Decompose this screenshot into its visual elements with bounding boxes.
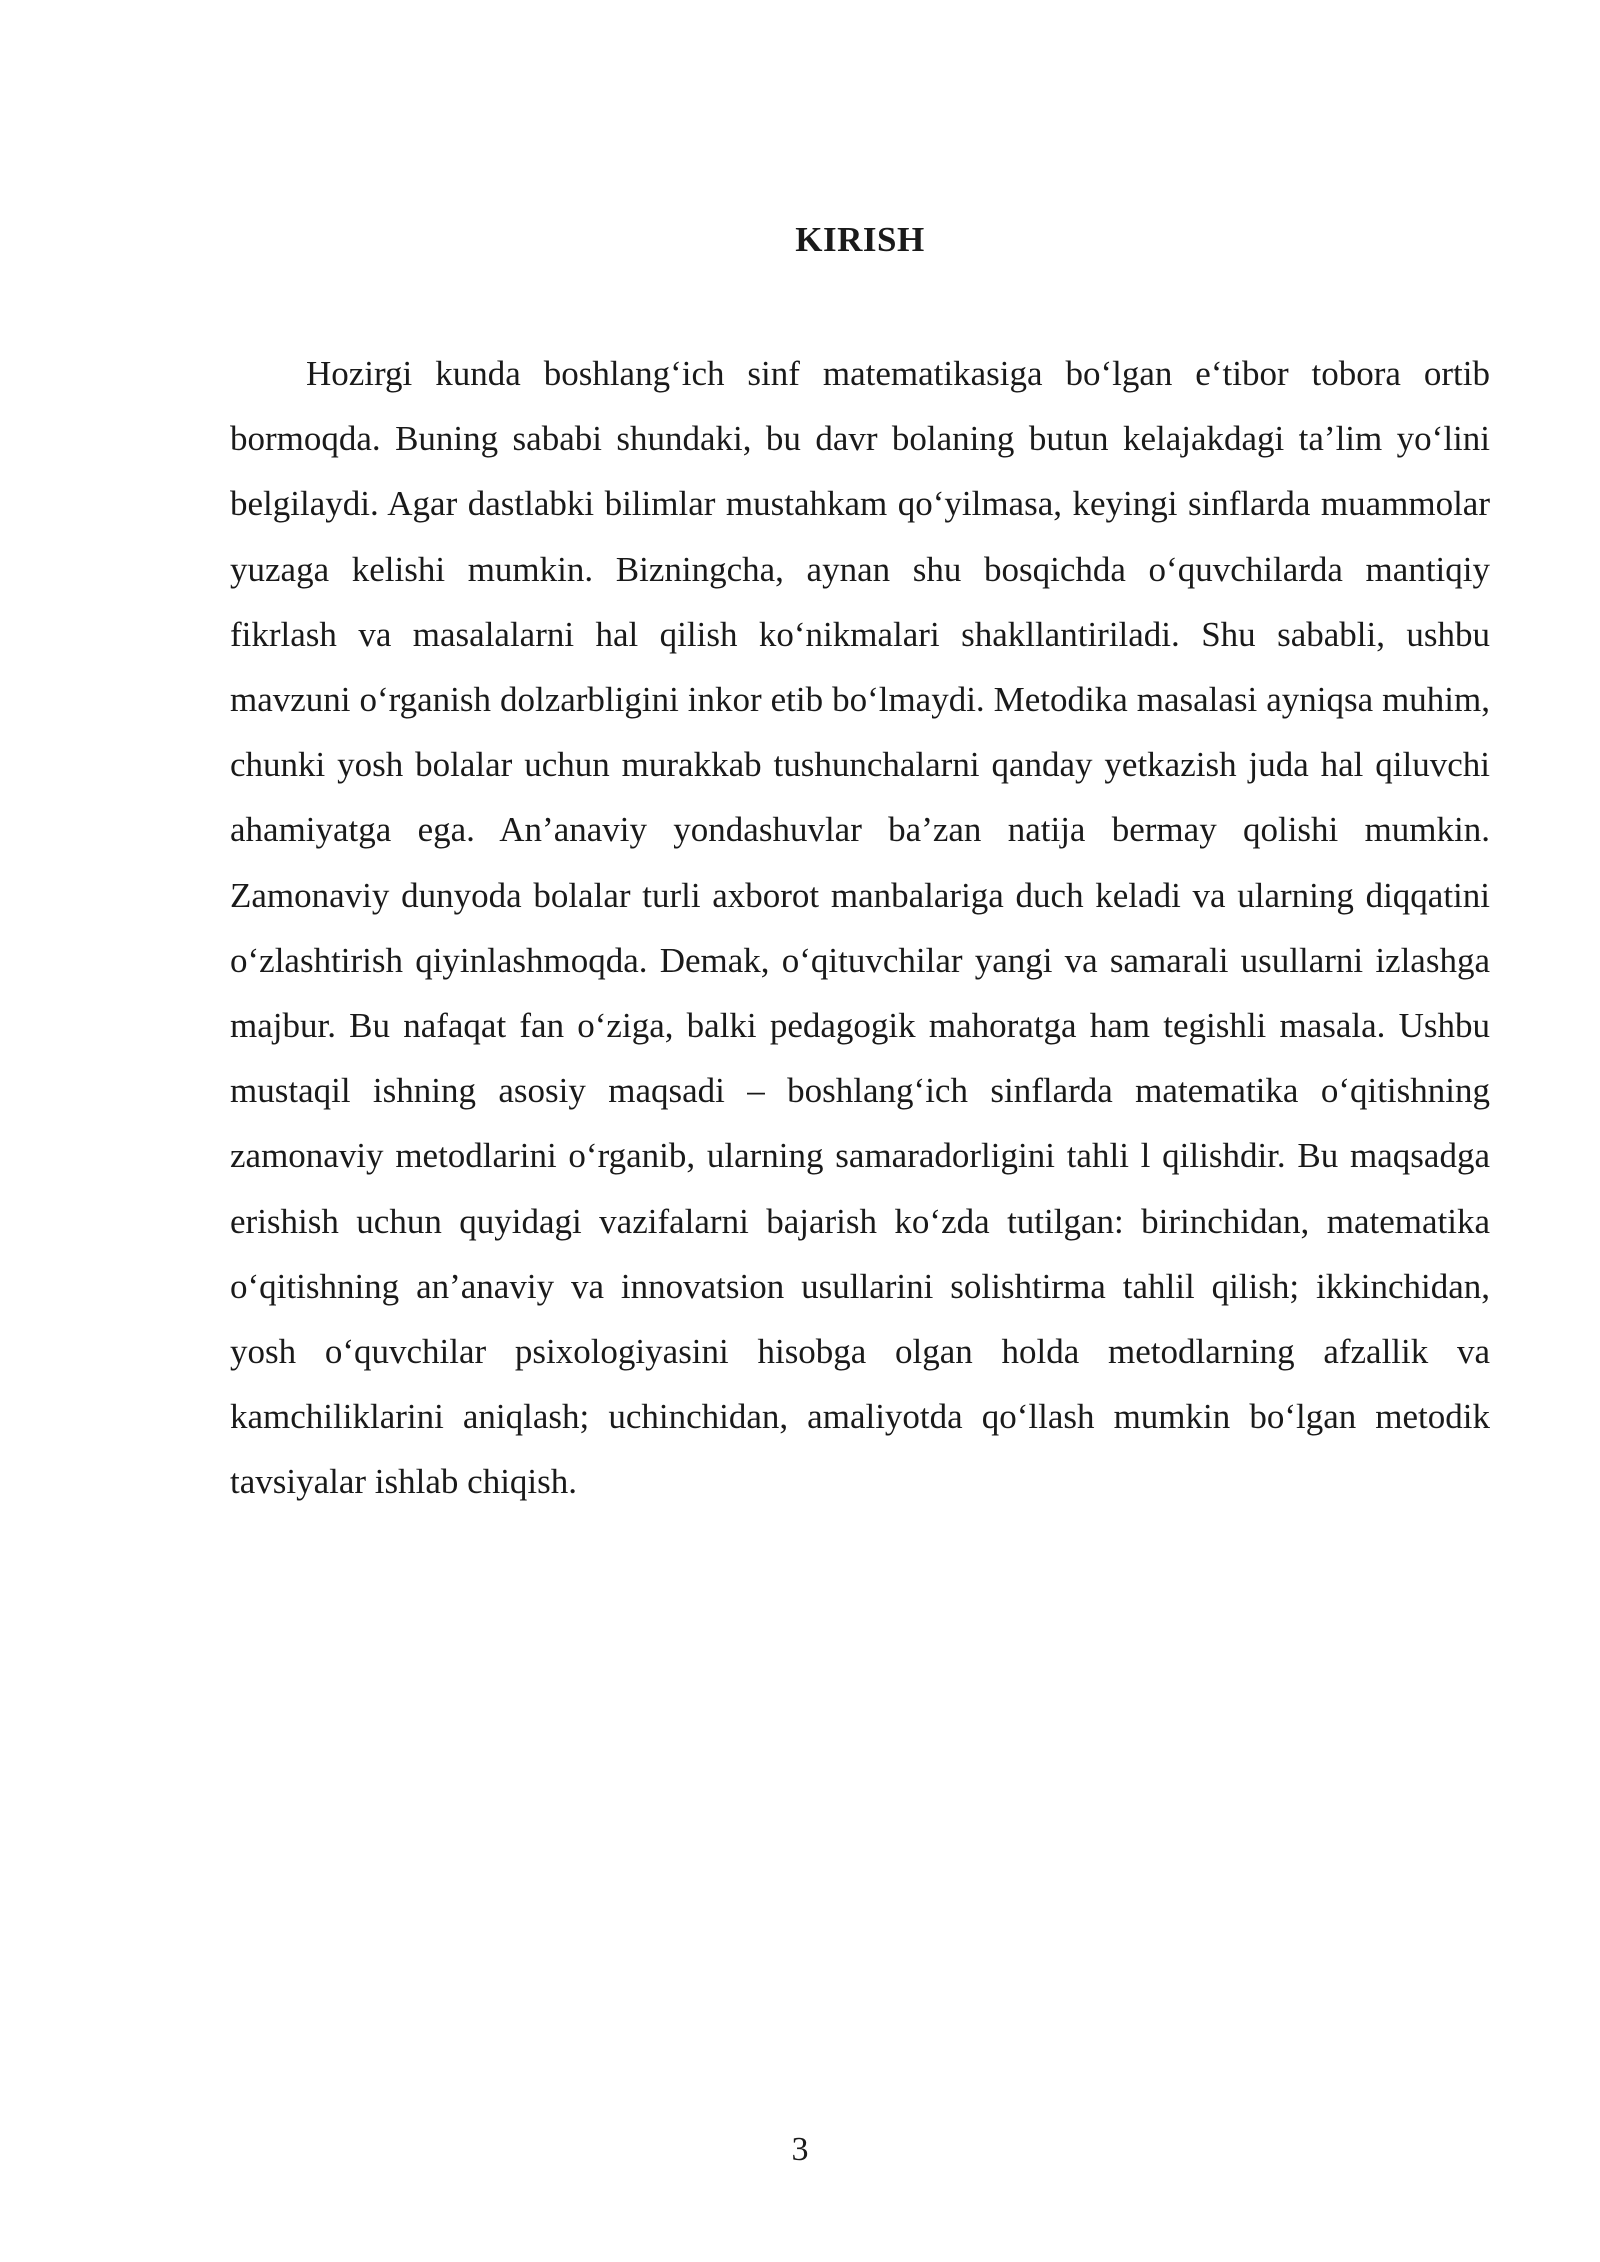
body-paragraph: Hozirgi kunda boshlang‘ich sinf matematikasiga bo‘lgan e‘tibor tobora ortib bormoqda. Buning sababi shundaki, bu davr bolaning butun kelajakdagi ta’lim yo‘lini belgilaydi. Agar dastlabki bilimlar mustahkam qo‘yilmasa, keyingi sinflarda muammolar yuzaga kelishi mumkin. Bizningcha, aynan shu bosqichda o‘quvchilarda mantiqiy fikrlash va masalalarni hal qilish ko‘nikmalari shakllantiriladi. Shu sababli, ushbu mavzuni o‘rganish dolzarbligini inkor etib bo‘lmaydi. Metodika masalasi ayniqsa muhim, chunki yosh bolalar uchun murakkab tushunchalarni qanday yetkazish juda hal qiluvchi ahamiyatga ega. An’anaviy yondashuvlar ba’zan natija bermay qolishi mumkin. Zamonaviy dunyoda bolalar turli axborot manbalariga duch keladi va ularning diqqatini o‘zlashtirish qiyinlashmoqda. Demak, o‘qituvchilar yangi va samarali usullarni izlashga majbur. Bu nafaqat fan o‘ziga, balki pedagogik mahoratga ham tegishli masala. Ushbu mustaqil ishning asosiy maqsadi – boshlang‘ich sinflarda matematika o‘qitishning zamonaviy metodlarini o‘rganib, ularning samaradorligini tahli l qilishdir. Bu maqsadga erishish uchun quyidagi vazifalarni bajarish ko‘zda tutilgan: birinchidan, matematika o‘qitishning an’anaviy va innovatsion usullarini solishtirma tahlil qilish; ikkinchidan, yosh o‘quvchilar psixologiyasini hisobga olgan holda metodlarning afzallik va kamchiliklarini aniqlash; uchinchidan, amaliyotda qo‘llash mumkin bo‘lgan metodik tavsiyalar ishlab chiqish.: [230, 354, 1490, 1502]
page-number: 3: [791, 2131, 809, 2168]
section-heading: KIRISH: [795, 220, 925, 259]
